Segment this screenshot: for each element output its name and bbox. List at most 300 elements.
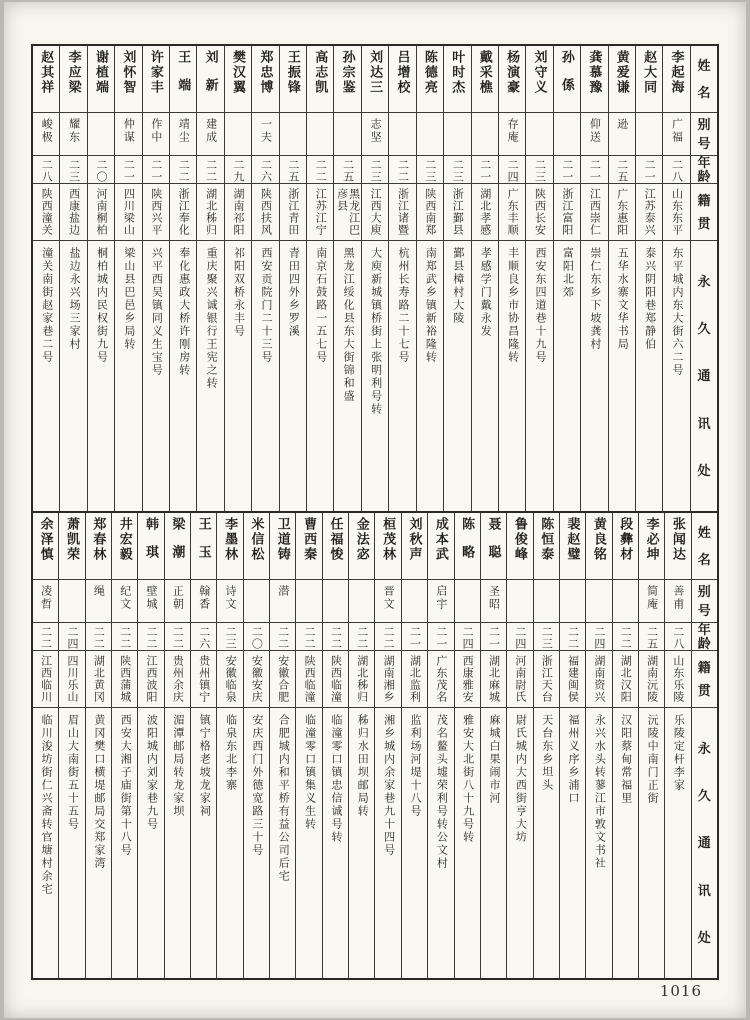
address-cell: 镇宁格老坡龙家祠 [191, 707, 216, 978]
name-cell: 李应梁 [66, 50, 82, 95]
name-cell: 陈恒泰 [539, 517, 555, 562]
person-column [580, 46, 607, 511]
native-place-cell: 陕西临潼 [296, 650, 321, 707]
name-cell: 王端 [176, 50, 192, 106]
age-cell: 二四 [499, 155, 525, 183]
name-cell: 叶时杰 [450, 50, 466, 95]
alias-cell [472, 112, 498, 155]
person-column [164, 513, 190, 978]
address-cell: 杭州长寿路二十七号 [389, 240, 415, 511]
person-column [553, 46, 580, 511]
address-cell: 西安大湘子庙街第十八号 [112, 707, 137, 978]
name-cell: 井宏毅 [117, 517, 133, 562]
native-place-cell: 山东东平 [663, 183, 689, 240]
person-column [608, 46, 635, 511]
person-column [58, 513, 84, 978]
age-cell: 二二 [323, 622, 348, 650]
person-column [295, 513, 321, 978]
address-cell: 重庆聚兴诚银行王宪之转 [197, 240, 223, 511]
name-cell: 吕增校 [395, 50, 411, 95]
native-place-cell: 湖北汉阳 [613, 650, 638, 707]
native-place-cell: 浙江诸暨 [389, 183, 415, 240]
name-cell: 陈略 [460, 517, 476, 573]
address-cell: 合肥城内和平桥有益公司后宅 [270, 707, 295, 978]
alias-cell [280, 112, 306, 155]
name-cell: 刘秋声 [407, 517, 423, 562]
address-cell: 兴平西吴镇同义生宝号 [143, 240, 169, 511]
person-column [416, 46, 443, 511]
address-cell: 黑龙江绥化县东大街锦和盛 [334, 240, 360, 511]
address-cell: 沅陵中南门正街 [639, 707, 664, 978]
person-column [348, 513, 374, 978]
address-cell: 麻城白果闹市河 [481, 707, 506, 978]
address-cell: 西安贡院门二十三号 [252, 240, 278, 511]
age-cell: 二三 [444, 155, 470, 183]
native-place-cell: 湖南湘乡 [375, 650, 400, 707]
name-cell: 萧凯荣 [65, 517, 81, 562]
person-column [169, 46, 196, 511]
person-column [137, 513, 163, 978]
address-cell: 祁阳双桥永丰号 [225, 240, 251, 511]
name-cell: 王玉 [196, 517, 212, 573]
native-place-cell: 江西临川 [33, 650, 58, 707]
alias-cell: 靖尘 [170, 112, 196, 155]
native-place-cell: 山东乐陵 [665, 650, 690, 707]
age-cell: 二二 [307, 155, 333, 183]
age-cell: 二四 [59, 622, 84, 650]
address-cell: 梁山县巴邑乡局转 [115, 240, 141, 511]
name-cell: 韩琪 [144, 517, 160, 573]
address-cell: 汉阳蔡甸常福里 [613, 707, 638, 978]
native-place-cell: 安徽安庆 [244, 650, 269, 707]
person-column [401, 513, 427, 978]
alias-cell [526, 112, 552, 155]
alias-cell: 广福 [663, 112, 689, 155]
native-place-cell: 湖南资兴 [586, 650, 611, 707]
native-place-cell: 广东惠阳 [609, 183, 635, 240]
native-place-cell: 浙江奉化 [170, 183, 196, 240]
page-number: 1016 [659, 982, 702, 1000]
address-cell: 临泉东北李寨 [217, 707, 242, 978]
address-cell: 西安东四道巷十九号 [526, 240, 552, 511]
address-cell: 鄞县樟村大陵 [444, 240, 470, 511]
alias-cell [613, 579, 638, 622]
age-cell: 二一 [472, 155, 498, 183]
address-cell: 大庾新城镇桥街上张明利号转 [362, 240, 388, 511]
row-header-column [691, 513, 717, 978]
native-place-cell: 浙江青田 [280, 183, 306, 240]
person-column [196, 46, 223, 511]
person-column [454, 513, 480, 978]
age-cell: 二一 [481, 622, 506, 650]
person-column [662, 46, 689, 511]
alias-cell [323, 579, 348, 622]
person-column [506, 513, 532, 978]
person-column [269, 513, 295, 978]
person-column [635, 46, 662, 511]
person-column [33, 46, 59, 511]
name-cell: 陈德亮 [422, 50, 438, 95]
address-cell: 东平城内东大街六二号 [663, 240, 689, 511]
native-place-cell: 湖南沅陵 [639, 650, 664, 707]
age-cell: 二三 [362, 155, 388, 183]
alias-cell [389, 112, 415, 155]
native-place-cell: 安徽合肥 [270, 650, 295, 707]
row-header-column [690, 46, 717, 511]
name-cell: 孙宗鉴 [340, 50, 356, 95]
person-column [243, 513, 269, 978]
native-place-cell: 西康雅安 [455, 650, 480, 707]
address-cell: 永兴水头转蓼江市敦文书社 [586, 707, 611, 978]
alias-cell [586, 579, 611, 622]
alias-cell: 绳 [86, 579, 111, 622]
alias-cell [402, 579, 427, 622]
age-cell: 二三 [526, 155, 552, 183]
age-cell: 二二 [138, 622, 163, 650]
address-cell: 潼关南街赵家巷二号 [33, 240, 59, 511]
header-age: 年 龄 [692, 622, 717, 650]
person-column [443, 46, 470, 511]
native-place-cell: 陕西兴平 [143, 183, 169, 240]
alias-cell [225, 112, 251, 155]
native-place-cell: 江苏泰兴 [636, 183, 662, 240]
name-cell: 樊汉翼 [231, 50, 247, 95]
alias-cell [417, 112, 443, 155]
name-cell: 谢植端 [94, 50, 110, 95]
alias-cell: 纪文 [112, 579, 137, 622]
alias-cell: 诗文 [217, 579, 242, 622]
address-cell: 波阳城内刘家巷九号 [138, 707, 163, 978]
age-cell: 二〇 [88, 155, 114, 183]
age-cell: 二二 [296, 622, 321, 650]
header-alias: 别 号 [692, 579, 717, 622]
alias-cell [444, 112, 470, 155]
age-cell: 二三 [60, 155, 86, 183]
person-column [322, 513, 348, 978]
alias-cell: 建成 [197, 112, 223, 155]
address-cell: 富阳北郊 [554, 240, 580, 511]
native-place-cell: 湖北黄冈 [86, 650, 111, 707]
age-cell: 二六 [252, 155, 278, 183]
name-cell: 鲁俊峰 [512, 517, 528, 562]
age-cell: 二二 [389, 155, 415, 183]
age-cell: 二二 [349, 622, 374, 650]
age-cell: 二九 [225, 155, 251, 183]
person-column [427, 513, 453, 978]
address-cell: 泰兴阴阳巷郑静伯 [636, 240, 662, 511]
native-place-cell: 贵州余庆 [165, 650, 190, 707]
alias-cell: 作中 [143, 112, 169, 155]
native-place-cell: 陕西南郑 [417, 183, 443, 240]
alias-cell [244, 579, 269, 622]
age-cell: 二二 [560, 622, 585, 650]
age-cell: 二一 [402, 622, 427, 650]
document-page [4, 2, 746, 1018]
native-place-cell: 河南桐柏 [88, 183, 114, 240]
address-cell: 黄冈樊口横堤邮局交郑家湾 [86, 707, 111, 978]
address-cell: 尉氏城内大西街亨大坊 [507, 707, 532, 978]
alias-cell: 凌哲 [33, 579, 58, 622]
alias-cell [296, 579, 321, 622]
native-place-cell: 湖南祁阳 [225, 183, 251, 240]
name-cell: 余泽慎 [38, 517, 54, 562]
native-place-cell: 河南尉氏 [507, 650, 532, 707]
person-column [85, 513, 111, 978]
alias-cell: 善甫 [665, 579, 690, 622]
native-place-cell: 浙江天台 [534, 650, 559, 707]
name-cell: 刘达三 [368, 50, 384, 95]
header-native: 籍 贯 [691, 183, 717, 240]
age-cell: 二六 [191, 622, 216, 650]
native-place-cell: 广东茂名 [428, 650, 453, 707]
name-cell: 张闻达 [670, 517, 686, 562]
alias-cell: 简庵 [639, 579, 664, 622]
header-age: 年 龄 [691, 155, 717, 183]
address-cell: 孝感学门戴永发 [472, 240, 498, 511]
name-cell: 许家丰 [148, 50, 164, 95]
native-place-cell: 江苏江宁 [307, 183, 333, 240]
age-cell: 二五 [334, 155, 360, 183]
native-place-cell: 湖北秭归 [197, 183, 223, 240]
name-cell: 任福悛 [328, 517, 344, 562]
alias-cell: 耀东 [60, 112, 86, 155]
person-column [279, 46, 306, 511]
alias-cell: 存庵 [499, 112, 525, 155]
address-cell: 临潼零口镇忠信诚号转 [323, 707, 348, 978]
native-place-cell: 贵州镇宁 [191, 650, 216, 707]
address-cell: 桐柏城内民权街九号 [88, 240, 114, 511]
native-place-cell: 江西波阳 [138, 650, 163, 707]
age-cell: 二二 [613, 622, 638, 650]
address-cell: 安庆西门外德宽路三十号 [244, 707, 269, 978]
age-cell: 二五 [609, 155, 635, 183]
native-place-cell: 四川乐山 [59, 650, 84, 707]
age-cell: 二一 [554, 155, 580, 183]
header-alias: 别 号 [691, 112, 717, 155]
alias-cell: 逊 [609, 112, 635, 155]
address-cell: 雅安大北街八十九号转 [455, 707, 480, 978]
native-place-cell: 广东丰顺 [499, 183, 525, 240]
name-cell: 孙係 [559, 50, 575, 106]
name-cell: 桓茂林 [381, 517, 397, 562]
address-cell: 茂名鳌头墟荣利号转公文村 [428, 707, 453, 978]
name-cell: 杨演豪 [505, 50, 521, 95]
name-cell: 金法宓 [354, 517, 370, 562]
age-cell: 二〇 [244, 622, 269, 650]
native-place-cell: 陕西长安 [526, 183, 552, 240]
native-place-cell: 陕西蒲城 [112, 650, 137, 707]
address-cell: 湄潭邮局转龙家坝 [165, 707, 190, 978]
address-cell: 湘乡城内余家巷九十四号 [375, 707, 400, 978]
native-place-cell: 陕西扶风 [252, 183, 278, 240]
name-cell: 龚慕豫 [587, 50, 603, 95]
address-cell: 眉山大南街五十五号 [59, 707, 84, 978]
name-cell: 段彝材 [618, 517, 634, 562]
name-cell: 刘守义 [532, 50, 548, 95]
alias-cell: 潜 [270, 579, 295, 622]
alias-cell [455, 579, 480, 622]
alias-cell [88, 112, 114, 155]
alias-cell [534, 579, 559, 622]
native-place-cell: 陕西临潼 [323, 650, 348, 707]
header-address: 永 久 通 讯 处 [692, 707, 717, 978]
address-cell: 临潼零口镇集义生转 [296, 707, 321, 978]
person-column [585, 513, 611, 978]
name-cell: 梁潮 [170, 517, 186, 573]
alias-cell [349, 579, 374, 622]
name-cell: 郑春林 [91, 517, 107, 562]
age-cell: 二三 [417, 155, 443, 183]
person-column [612, 513, 638, 978]
person-column [87, 46, 114, 511]
header-native: 籍 贯 [692, 650, 717, 707]
person-column [114, 46, 141, 511]
alias-cell: 壁城 [138, 579, 163, 622]
age-cell: 二一 [636, 155, 662, 183]
age-cell: 二二 [165, 622, 190, 650]
native-place-cell: 西康盐边 [60, 183, 86, 240]
person-column [559, 513, 585, 978]
person-column [638, 513, 664, 978]
alias-cell [307, 112, 333, 155]
alias-cell: 仰送 [581, 112, 607, 155]
age-cell: 二五 [280, 155, 306, 183]
native-place-cell: 湖北麻城 [481, 650, 506, 707]
alias-cell [334, 112, 360, 155]
alias-cell [554, 112, 580, 155]
person-column [224, 46, 251, 511]
person-column [190, 513, 216, 978]
person-column [664, 513, 690, 978]
name-cell: 聂聪 [486, 517, 502, 573]
name-cell: 戴采樵 [477, 50, 493, 95]
alias-cell: 翰香 [191, 579, 216, 622]
native-place-cell: 湖北秭归 [349, 650, 374, 707]
roster-table-frame [31, 44, 719, 980]
address-cell: 乐陵定杆李家 [665, 707, 690, 978]
address-cell: 青田四外乡罗溪 [280, 240, 306, 511]
age-cell: 二四 [586, 622, 611, 650]
address-cell: 丰顺良乡市协昌隆转 [499, 240, 525, 511]
age-cell: 二二 [112, 622, 137, 650]
age-cell: 二四 [455, 622, 480, 650]
person-column [306, 46, 333, 511]
name-cell: 黄爱谦 [614, 50, 630, 95]
person-column [498, 46, 525, 511]
native-place-cell: 浙江富阳 [554, 183, 580, 240]
roster-table-top [33, 46, 717, 511]
age-cell: 二一 [428, 622, 453, 650]
address-cell: 监利场河堤十八号 [402, 707, 427, 978]
name-cell: 赵其祥 [39, 50, 55, 95]
roster-table-bottom [33, 511, 717, 978]
age-cell: 二一 [115, 155, 141, 183]
age-cell: 二八 [663, 155, 689, 183]
name-cell: 赵大同 [642, 50, 658, 95]
name-cell: 郑忠博 [258, 50, 274, 95]
name-cell: 卫道铸 [275, 517, 291, 562]
person-column [333, 46, 360, 511]
alias-cell [560, 579, 585, 622]
native-place-cell: 浙江鄞县 [444, 183, 470, 240]
alias-cell: 峻极 [33, 112, 59, 155]
name-cell: 李必坤 [644, 517, 660, 562]
name-cell: 裴赵璧 [565, 517, 581, 562]
native-place-cell: 四川梁山 [115, 183, 141, 240]
person-column [59, 46, 86, 511]
age-cell: 二二 [375, 622, 400, 650]
native-place-cell: 湖北监利 [402, 650, 427, 707]
native-place-cell: 安徽临泉 [217, 650, 242, 707]
person-column [525, 46, 552, 511]
name-cell: 王振锋 [285, 50, 301, 95]
person-column [111, 513, 137, 978]
person-column [216, 513, 242, 978]
address-cell: 秭归水田坝邮局转 [349, 707, 374, 978]
alias-cell [507, 579, 532, 622]
native-place-cell: 福建闽侯 [560, 650, 585, 707]
address-cell: 五华水寨文华书局 [609, 240, 635, 511]
person-column [533, 513, 559, 978]
person-column [374, 513, 400, 978]
address-cell: 奉化惠政大桥许刚房转 [170, 240, 196, 511]
name-cell: 米信松 [249, 517, 265, 562]
name-cell: 曹西秦 [302, 517, 318, 562]
address-cell: 临川浚坊街仁兴斋转官塘村余宅 [33, 707, 58, 978]
address-cell: 南郑武乡镇新裕隆转 [417, 240, 443, 511]
address-cell: 盐边永兴场三家村 [60, 240, 86, 511]
name-cell: 李墨林 [223, 517, 239, 562]
age-cell: 二二 [197, 155, 223, 183]
person-column [33, 513, 58, 978]
age-cell: 二八 [665, 622, 690, 650]
native-place-cell: 湖北孝感 [472, 183, 498, 240]
address-cell: 天台东乡坦头 [534, 707, 559, 978]
alias-cell: 志坚 [362, 112, 388, 155]
native-place-cell: 黑龙江巴彦县 [334, 183, 360, 240]
address-cell: 南京石鼓路一五七号 [307, 240, 333, 511]
person-column [471, 46, 498, 511]
address-cell: 崇仁东乡下坡龚村 [581, 240, 607, 511]
person-column [361, 46, 388, 511]
age-cell: 二二 [170, 155, 196, 183]
header-address: 永 久 通 讯 处 [691, 240, 717, 511]
header-name: 姓 名 [697, 58, 711, 100]
name-cell: 李起海 [669, 50, 685, 95]
person-column [388, 46, 415, 511]
header-name: 姓 名 [697, 525, 711, 567]
name-cell: 高志凯 [313, 50, 329, 95]
alias-cell: 启宇 [428, 579, 453, 622]
alias-cell: 正朝 [165, 579, 190, 622]
alias-cell [59, 579, 84, 622]
age-cell: 二一 [581, 155, 607, 183]
age-cell: 二二 [270, 622, 295, 650]
name-cell: 成本武 [433, 517, 449, 562]
person-column [480, 513, 506, 978]
alias-cell: 仲谋 [115, 112, 141, 155]
age-cell: 二二 [33, 622, 58, 650]
name-cell: 黄良铭 [591, 517, 607, 562]
native-place-cell: 江西大庾 [362, 183, 388, 240]
person-column [142, 46, 169, 511]
age-cell: 二八 [33, 155, 59, 183]
name-cell: 刘新 [203, 50, 219, 106]
age-cell: 二五 [639, 622, 664, 650]
age-cell: 二三 [217, 622, 242, 650]
address-cell: 福州义序乡浦口 [560, 707, 585, 978]
alias-cell: 晋文 [375, 579, 400, 622]
